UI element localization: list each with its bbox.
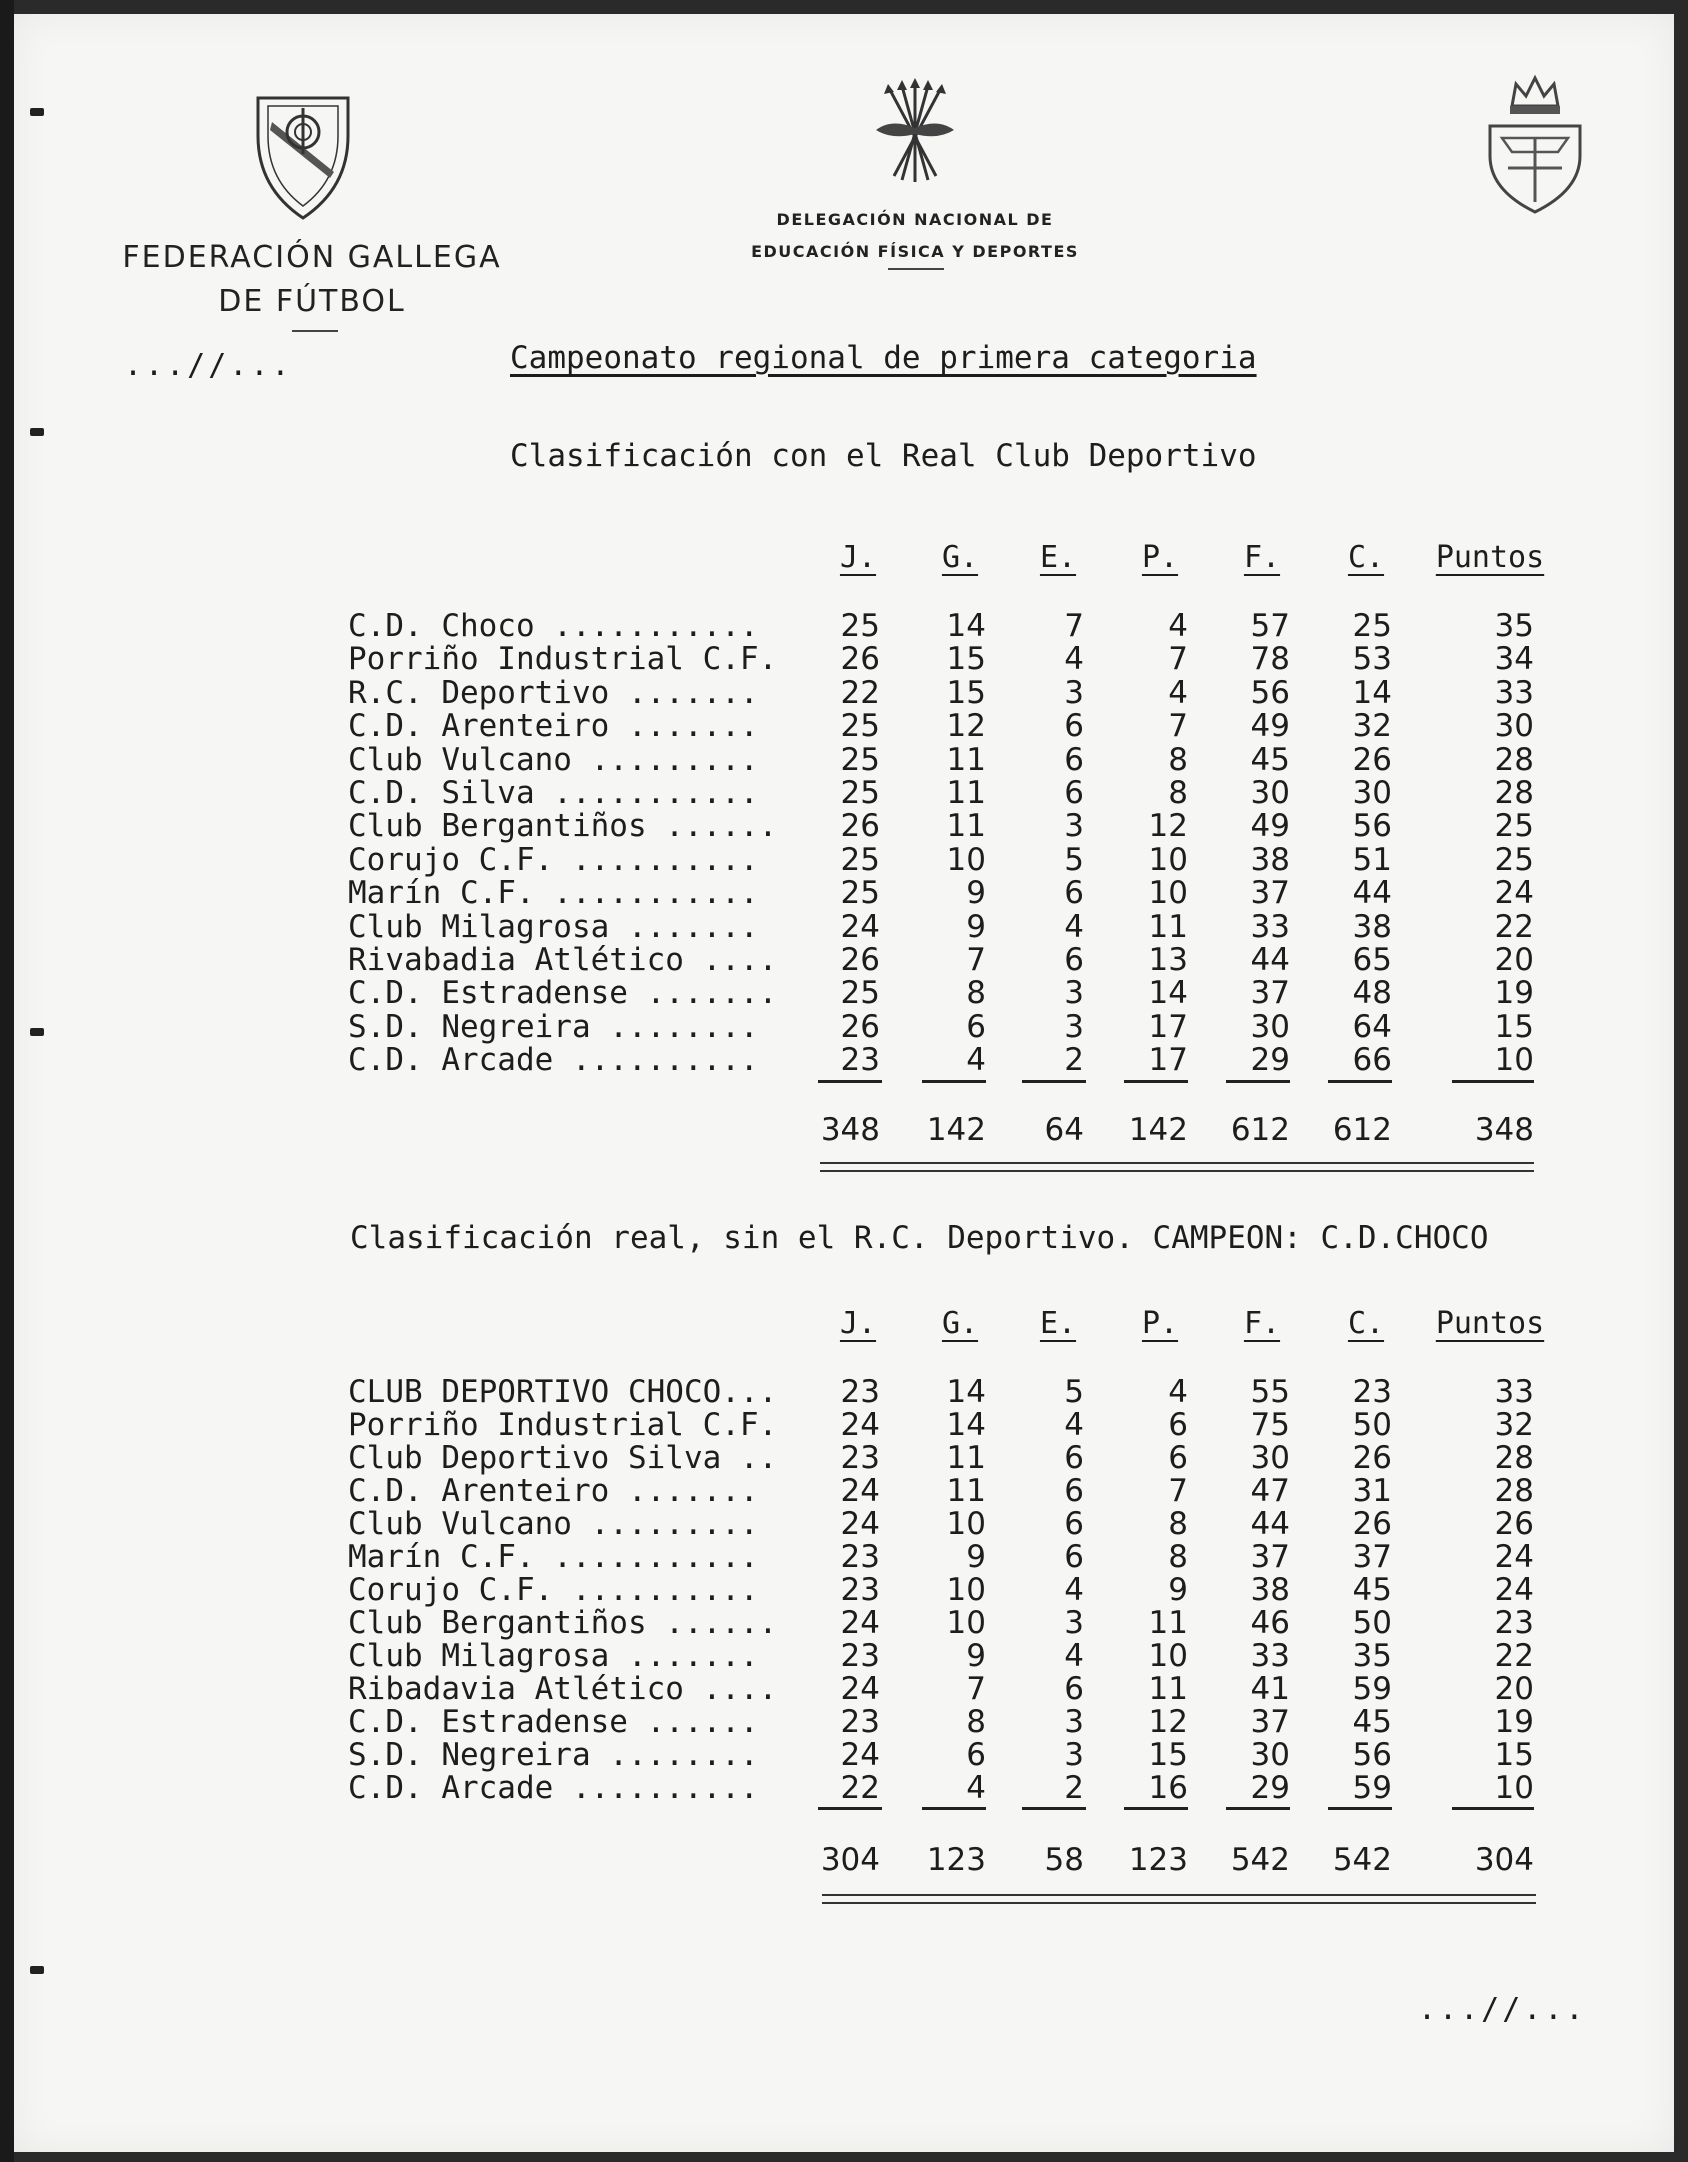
team-name: C.D. Estradense ...... [348,1704,759,1740]
team-name: Club Bergantiños ...... [348,808,778,845]
sum-underline [1124,1080,1188,1083]
table-cell: 14 [946,608,986,644]
table-cell: 11 [946,1440,986,1476]
table-cell: 23 [840,1042,880,1079]
table-cell: 26 [1352,1506,1392,1542]
divider [292,330,338,332]
team-name: Porriño Industrial C.F. [348,641,778,678]
table-cell: 28 [1494,775,1534,811]
table-cell: 24 [840,1671,880,1707]
table-cell: 19 [1494,975,1534,1012]
sum-underline [1328,1080,1392,1083]
table-cell: 22 [840,1770,880,1806]
table-cell: 9 [1168,1572,1188,1608]
table-cell: 57 [1250,608,1290,644]
divider [888,268,944,270]
table-cell: 26 [1352,741,1392,778]
table-cell: 38 [1250,1572,1290,1608]
table-cell: 14 [1148,975,1188,1012]
continuation-mark-top: ...//... [124,348,293,383]
double-rule [822,1894,1536,1904]
column-total: 612 [1332,1112,1392,1148]
table-cell: 26 [840,942,880,978]
table-cell: 33 [1250,1638,1290,1674]
table-cell: 64 [1352,1008,1392,1045]
column-header-label: E. [1039,1306,1077,1341]
sum-underline [1328,1807,1392,1810]
table-cell: 33 [1494,1374,1534,1410]
table-cell: 6 [1168,1440,1188,1476]
table-cell: 19 [1494,1704,1534,1740]
team-name: C.D. Estradense ....... [348,975,778,1012]
column-header-label: J. [839,540,877,575]
sum-underline [1022,1807,1086,1810]
team-name: Marín C.F. ........... [348,1539,759,1575]
table-cell: 37 [1250,1704,1290,1740]
table-cell: 28 [1494,1473,1534,1509]
table-cell: 10 [1148,1638,1188,1674]
sum-underline [1452,1080,1534,1083]
column-header-label: Puntos [1435,1306,1545,1341]
table-cell: 32 [1352,708,1392,745]
table-cell: 7 [1064,608,1084,644]
table-cell: 44 [1352,875,1392,912]
table-cell: 28 [1494,1440,1534,1476]
column-header-label: G. [941,1306,979,1341]
document-title: Campeonato regional de primera categoria [510,340,1257,376]
table-cell: 11 [946,1473,986,1509]
team-name: C.D. Arcade .......... [348,1042,759,1079]
table-cell: 10 [1494,1770,1534,1806]
delegation-name [700,204,1130,268]
column-total: 58 [1044,1842,1084,1878]
federation-name-line: DE FÚTBOL [218,284,406,319]
table-cell: 23 [840,1638,880,1674]
table-cell: 6 [1064,1506,1084,1542]
table-cell: 15 [1148,1737,1188,1773]
table-cell: 25 [1494,841,1534,878]
table-cell: 47 [1250,1473,1290,1509]
table-cell: 12 [1148,808,1188,845]
table-cell: 4 [1064,908,1084,945]
table-cell: 17 [1148,1042,1188,1079]
table-cell: 46 [1250,1605,1290,1641]
table-cell: 9 [966,908,986,945]
table-cell: 25 [840,841,880,878]
column-header-label: Puntos [1435,540,1545,575]
table-cell: 3 [1064,674,1084,711]
table-cell: 41 [1250,1671,1290,1707]
federation-name-line: FEDERACIÓN GALLEGA [122,240,502,275]
delegation-name-line: EDUCACIÓN FÍSICA Y DEPORTES [751,242,1079,261]
table-cell: 6 [1064,1671,1084,1707]
table-cell: 7 [1168,1473,1188,1509]
column-total: 304 [1474,1842,1534,1878]
table-cell: 24 [1494,875,1534,912]
table-cell: 28 [1494,741,1534,778]
table-cell: 11 [1148,908,1188,945]
team-name: S.D. Negreira ........ [348,1008,759,1045]
team-name: C.D. Arcade .......... [348,1770,759,1806]
table-cell: 30 [1250,1008,1290,1045]
table-cell: 4 [1168,674,1188,711]
table-cell: 5 [1064,1374,1084,1410]
table-cell: 38 [1250,841,1290,878]
table-cell: 55 [1250,1374,1290,1410]
table-cell: 50 [1352,1407,1392,1443]
table-cell: 8 [1168,775,1188,811]
column-header-label: P. [1141,1306,1179,1341]
table-cell: 37 [1352,1539,1392,1575]
table-cell: 20 [1494,1671,1534,1707]
team-name: S.D. Negreira ........ [348,1737,759,1773]
team-name: C.D. Choco ........... [348,608,759,644]
table-cell: 30 [1352,775,1392,811]
column-total: 123 [1128,1842,1188,1878]
table-cell: 24 [840,1737,880,1773]
sum-underline [1022,1080,1086,1083]
crowned-emblem-icon [1482,72,1588,216]
table-cell: 25 [1494,808,1534,845]
sum-underline [922,1807,986,1810]
table-cell: 15 [1494,1008,1534,1045]
column-total: 542 [1230,1842,1290,1878]
table-cell: 22 [1494,1638,1534,1674]
table-cell: 23 [840,1704,880,1740]
table-cell: 10 [946,1605,986,1641]
table-cell: 26 [1494,1506,1534,1542]
table-cell: 10 [1494,1042,1534,1079]
table-cell: 6 [966,1737,986,1773]
table-cell: 10 [946,1506,986,1542]
table-cell: 29 [1250,1770,1290,1806]
table-cell: 75 [1250,1407,1290,1443]
team-name: Porriño Industrial C.F. [348,1407,778,1443]
table-cell: 33 [1494,674,1534,711]
table-cell: 30 [1494,708,1534,745]
column-total: 348 [820,1112,880,1148]
table-cell: 26 [840,1008,880,1045]
team-name: C.D. Silva ........... [348,775,759,811]
table-cell: 45 [1250,741,1290,778]
table-cell: 5 [1064,841,1084,878]
table-cell: 35 [1494,608,1534,644]
table-cell: 4 [1168,608,1188,644]
table-cell: 30 [1250,1440,1290,1476]
team-name: Club Milagrosa ....... [348,908,759,945]
table-cell: 56 [1352,808,1392,845]
table-cell: 7 [1168,641,1188,678]
team-name: Club Vulcano ......... [348,1506,759,1542]
column-total: 142 [1128,1112,1188,1148]
table-cell: 24 [1494,1539,1534,1575]
team-name: Corujo C.F. .......... [348,1572,759,1608]
table-cell: 9 [966,875,986,912]
table-cell: 25 [840,608,880,644]
table-cell: 3 [1064,1704,1084,1740]
table-cell: 14 [946,1407,986,1443]
table-cell: 56 [1352,1737,1392,1773]
table-cell: 15 [946,641,986,678]
table-cell: 11 [946,775,986,811]
sum-underline [1226,1807,1290,1810]
table-cell: 11 [946,808,986,845]
table-cell: 25 [840,775,880,811]
federation-shield-icon [254,92,352,222]
table-cell: 6 [1064,942,1084,978]
table-cell: 4 [966,1042,986,1079]
table-cell: 50 [1352,1605,1392,1641]
table-cell: 8 [1168,741,1188,778]
table-cell: 16 [1148,1770,1188,1806]
table-cell: 24 [840,1407,880,1443]
binder-hole [30,1966,44,1974]
table-cell: 6 [1064,1440,1084,1476]
table-cell: 15 [1494,1737,1534,1773]
binder-hole [30,108,44,116]
table-cell: 37 [1250,1539,1290,1575]
table-cell: 33 [1250,908,1290,945]
table-cell: 8 [1168,1506,1188,1542]
table-cell: 66 [1352,1042,1392,1079]
table1-heading: Clasificación con el Real Club Deportivo [510,438,1257,474]
table-cell: 24 [840,1473,880,1509]
sum-underline [1452,1807,1534,1810]
column-header-label: C. [1347,1306,1385,1341]
team-name: Marín C.F. ........... [348,875,759,912]
team-name: C.D. Arenteiro ....... [348,708,759,745]
page-edge [0,0,14,2162]
table-cell: 26 [1352,1440,1392,1476]
team-name: Rivabadia Atlético .... [348,942,778,978]
column-header-label: E. [1039,540,1077,575]
team-name: C.D. Arenteiro ....... [348,1473,759,1509]
table-cell: 23 [840,1572,880,1608]
table-cell: 14 [1352,674,1392,711]
table-cell: 8 [966,975,986,1012]
team-name: Ribadavia Atlético .... [348,1671,778,1707]
document-page [14,14,1674,2152]
table-cell: 7 [1168,708,1188,745]
table-cell: 22 [1494,908,1534,945]
table-cell: 17 [1148,1008,1188,1045]
table-cell: 45 [1352,1572,1392,1608]
table-cell: 10 [1148,841,1188,878]
table-cell: 23 [840,1440,880,1476]
table-cell: 49 [1250,708,1290,745]
table-cell: 44 [1250,942,1290,978]
column-total: 123 [926,1842,986,1878]
table-cell: 49 [1250,808,1290,845]
sum-underline [818,1080,882,1083]
table2-heading: Clasificación real, sin el R.C. Deportivo. CAMPEON: C.D.CHOCO [350,1220,1489,1256]
table-cell: 6 [1064,1473,1084,1509]
table-cell: 22 [840,674,880,711]
table-cell: 24 [840,1506,880,1542]
team-name: CLUB DEPORTIVO CHOCO... [348,1374,778,1410]
table-cell: 3 [1064,1008,1084,1045]
table-cell: 8 [1168,1539,1188,1575]
table-cell: 8 [966,1704,986,1740]
table-cell: 44 [1250,1506,1290,1542]
binder-hole [30,428,44,436]
table-cell: 2 [1064,1770,1084,1806]
column-header-label: C. [1347,540,1385,575]
table-cell: 6 [1064,1539,1084,1575]
table-cell: 2 [1064,1042,1084,1079]
table-cell: 35 [1352,1638,1392,1674]
table-cell: 25 [840,708,880,745]
table-cell: 23 [1494,1605,1534,1641]
column-header [1296,1306,1436,1341]
table-cell: 51 [1352,841,1392,878]
column-header-label: F. [1243,540,1281,575]
team-name: Club Bergantiños ...... [348,1605,778,1641]
table-cell: 4 [1064,641,1084,678]
column-total: 348 [1474,1112,1534,1148]
team-name: Corujo C.F. .......... [348,841,759,878]
table-cell: 11 [1148,1671,1188,1707]
table-cell: 23 [840,1374,880,1410]
column-total: 142 [926,1112,986,1148]
sum-underline [1226,1080,1290,1083]
table-cell: 4 [966,1770,986,1806]
table-cell: 3 [1064,1605,1084,1641]
table-cell: 12 [946,708,986,745]
column-header-label: P. [1141,540,1179,575]
table-cell: 3 [1064,975,1084,1012]
table-cell: 10 [946,1572,986,1608]
table-cell: 37 [1250,875,1290,912]
column-header-label: J. [839,1306,877,1341]
table-cell: 32 [1494,1407,1534,1443]
table-cell: 25 [840,741,880,778]
team-name: Club Vulcano ......... [348,741,759,778]
column-total: 304 [820,1842,880,1878]
sum-underline [818,1807,882,1810]
column-header [1420,1306,1560,1341]
team-name: R.C. Deportivo ....... [348,674,759,711]
table-cell: 24 [840,908,880,945]
table-cell: 10 [1148,875,1188,912]
table-cell: 78 [1250,641,1290,678]
table-cell: 23 [1352,1374,1392,1410]
table-cell: 59 [1352,1770,1392,1806]
sum-underline [922,1080,986,1083]
delegation-name-line: DELEGACIÓN NACIONAL DE [776,210,1054,229]
table-cell: 6 [966,1008,986,1045]
federation-name [114,236,510,324]
table-cell: 53 [1352,641,1392,678]
table-cell: 31 [1352,1473,1392,1509]
table-cell: 56 [1250,674,1290,711]
table-cell: 34 [1494,641,1534,678]
table-cell: 7 [966,1671,986,1707]
table-cell: 65 [1352,942,1392,978]
table-cell: 15 [946,674,986,711]
column-total: 542 [1332,1842,1392,1878]
table-cell: 25 [1352,608,1392,644]
table-cell: 13 [1148,942,1188,978]
table-cell: 59 [1352,1671,1392,1707]
sum-underline [1124,1807,1188,1810]
column-header [1296,540,1436,575]
table-cell: 12 [1148,1704,1188,1740]
table-cell: 7 [966,942,986,978]
table-cell: 26 [840,808,880,845]
table-cell: 11 [1148,1605,1188,1641]
table-cell: 9 [966,1539,986,1575]
table-cell: 3 [1064,808,1084,845]
table-cell: 24 [1494,1572,1534,1608]
table-cell: 25 [840,975,880,1012]
table-cell: 23 [840,1539,880,1575]
binder-hole [30,1028,44,1036]
table-cell: 6 [1064,875,1084,912]
table-cell: 6 [1064,708,1084,745]
column-header-label: F. [1243,1306,1281,1341]
table-cell: 45 [1352,1704,1392,1740]
table-cell: 20 [1494,942,1534,978]
table-cell: 4 [1064,1572,1084,1608]
table-cell: 37 [1250,975,1290,1012]
table-cell: 11 [946,741,986,778]
table-cell: 48 [1352,975,1392,1012]
column-header-label: G. [941,540,979,575]
table-cell: 6 [1168,1407,1188,1443]
double-rule [820,1162,1534,1172]
table-cell: 30 [1250,1737,1290,1773]
table-cell: 4 [1064,1407,1084,1443]
table-cell: 30 [1250,775,1290,811]
column-header [1420,540,1560,575]
team-name: Club Milagrosa ....... [348,1638,759,1674]
table-cell: 38 [1352,908,1392,945]
column-total: 64 [1044,1112,1084,1148]
continuation-mark-bottom: ...//... [1418,1992,1587,2027]
table-cell: 26 [840,641,880,678]
table-cell: 4 [1168,1374,1188,1410]
table-cell: 9 [966,1638,986,1674]
table-cell: 6 [1064,741,1084,778]
column-total: 612 [1230,1112,1290,1148]
table-cell: 10 [946,841,986,878]
table-cell: 14 [946,1374,986,1410]
table-cell: 29 [1250,1042,1290,1079]
table-cell: 25 [840,875,880,912]
team-name: Club Deportivo Silva .. [348,1440,778,1476]
table-cell: 3 [1064,1737,1084,1773]
table-cell: 4 [1064,1638,1084,1674]
table-cell: 6 [1064,775,1084,811]
table-cell: 24 [840,1605,880,1641]
yoke-arrows-icon [872,78,958,188]
